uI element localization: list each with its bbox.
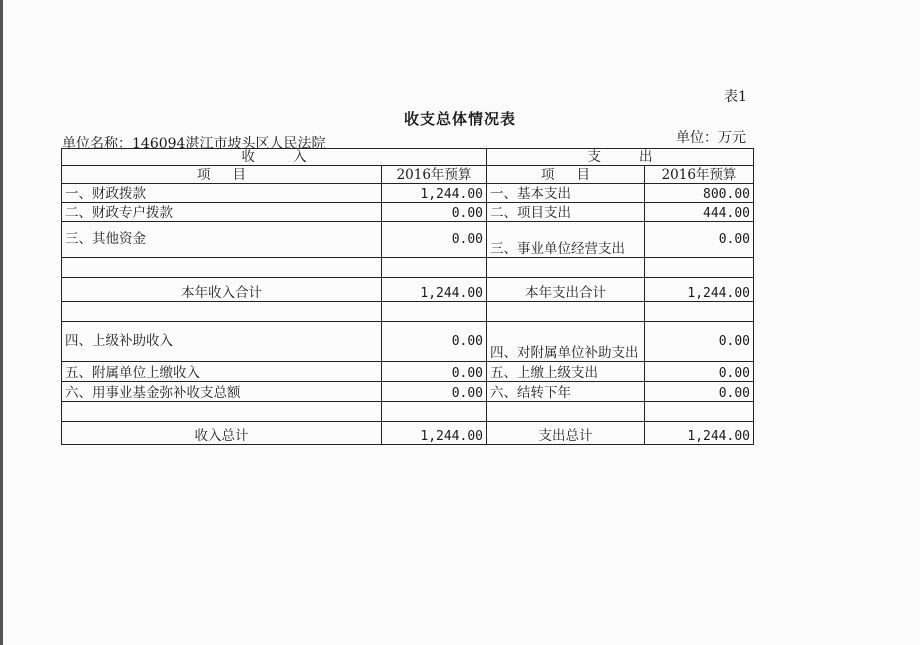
income-item: 五、附属单位上缴收入	[62, 362, 382, 382]
table-row	[62, 302, 754, 322]
unit-name: 单位名称：146094湛江市坡头区人民法院	[62, 136, 326, 152]
expense-header: 支出	[487, 149, 754, 166]
scan-edge	[0, 0, 3, 645]
expense-item: 四、对附属单位补助支出	[487, 322, 645, 362]
expense-value: 0.00	[645, 322, 754, 362]
income-budget-header: 2016年预算	[382, 166, 487, 184]
table-row	[62, 362, 754, 382]
table-row	[62, 203, 754, 222]
expense-value: 0.00	[645, 362, 754, 382]
income-item-header: 项目	[62, 166, 382, 184]
budget-table	[61, 148, 754, 445]
grand-total-row	[62, 422, 754, 445]
expense-item: 五、上缴上级支出	[487, 362, 645, 382]
income-item	[62, 302, 382, 322]
expense-item: 一、基本支出	[487, 184, 645, 203]
expense-item	[487, 402, 645, 422]
table-row	[62, 322, 754, 362]
income-value	[382, 402, 487, 422]
section-header-row	[62, 149, 754, 166]
income-item: 六、用事业基金弥补收支总额	[62, 382, 382, 402]
income-item: 三、其他资金	[62, 222, 382, 258]
income-value: 0.00	[382, 382, 487, 402]
income-header: 收入	[62, 149, 487, 166]
expense-value: 800.00	[645, 184, 754, 203]
income-item: 二、财政专户拨款	[62, 203, 382, 222]
table-row	[62, 222, 754, 258]
income-total-label: 收入总计	[62, 422, 382, 445]
table-row	[62, 184, 754, 203]
page-title: 收支总体情况表	[403, 110, 516, 128]
expense-total-value: 1,244.00	[645, 422, 754, 445]
income-value: 0.00	[382, 203, 487, 222]
expense-item	[487, 302, 645, 322]
expense-subtotal-label: 本年支出合计	[487, 278, 645, 302]
expense-item: 二、项目支出	[487, 203, 645, 222]
expense-subtotal-value: 1,244.00	[645, 278, 754, 302]
income-value: 0.00	[382, 322, 487, 362]
expense-value	[645, 402, 754, 422]
expense-item: 三、事业单位经营支出	[487, 222, 645, 258]
income-value: 1,244.00	[382, 184, 487, 203]
table-row	[62, 402, 754, 422]
expense-total-label: 支出总计	[487, 422, 645, 445]
expense-value	[645, 258, 754, 278]
income-item: 一、财政拨款	[62, 184, 382, 203]
income-value: 0.00	[382, 362, 487, 382]
expense-item-header: 项目	[487, 166, 645, 184]
income-total-value: 1,244.00	[382, 422, 487, 445]
expense-item	[487, 258, 645, 278]
currency-unit: 单位：万元	[676, 130, 746, 146]
income-value	[382, 258, 487, 278]
table-row	[62, 382, 754, 402]
income-item: 四、上级补助收入	[62, 322, 382, 362]
expense-budget-header: 2016年预算	[645, 166, 754, 184]
expense-value: 444.00	[645, 203, 754, 222]
income-value: 0.00	[382, 222, 487, 258]
table-row	[62, 258, 754, 278]
income-subtotal-label: 本年收入合计	[62, 278, 382, 302]
table-number: 表1	[724, 89, 747, 105]
expense-value	[645, 302, 754, 322]
income-item	[62, 402, 382, 422]
subtotal-row	[62, 278, 754, 302]
expense-item: 六、结转下年	[487, 382, 645, 402]
income-value	[382, 302, 487, 322]
expense-value: 0.00	[645, 222, 754, 258]
column-header-row	[62, 166, 754, 184]
income-item	[62, 258, 382, 278]
income-subtotal-value: 1,244.00	[382, 278, 487, 302]
expense-value: 0.00	[645, 382, 754, 402]
